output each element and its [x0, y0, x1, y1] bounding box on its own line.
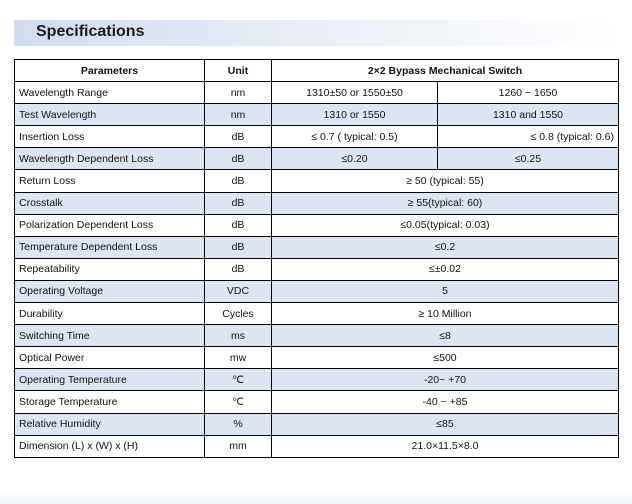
heading-bar: [14, 20, 618, 46]
table-row: [15, 104, 619, 126]
row-unit: VDC: [205, 280, 272, 302]
row-unit: Cycles: [205, 303, 272, 325]
row-param: Optical Power: [15, 347, 205, 369]
header-parameters: Parameters: [15, 60, 205, 82]
row-unit: dB: [205, 148, 272, 170]
row-unit: nm: [205, 82, 272, 104]
table-row: [15, 236, 619, 258]
row-param: Polarization Dependent Loss: [15, 214, 205, 236]
row-value-2: ≤ 0.8 (typical: 0.6): [438, 126, 619, 148]
row-value: ≥ 10 Million: [272, 303, 619, 325]
row-param: Durability: [15, 303, 205, 325]
row-value-1: 1310±50 or 1550±50: [272, 82, 438, 104]
row-param: Wavelength Range: [15, 82, 205, 104]
table-row: [15, 325, 619, 347]
row-value: ≤0.05(typical: 0.03): [272, 214, 619, 236]
table-row: [15, 347, 619, 369]
row-unit: dB: [205, 170, 272, 192]
row-unit: mw: [205, 347, 272, 369]
row-value-1: 1310 or 1550: [272, 104, 438, 126]
row-value: ≤8: [272, 325, 619, 347]
row-param: Operating Temperature: [15, 369, 205, 391]
table-row: [15, 258, 619, 280]
row-param: Switching Time: [15, 325, 205, 347]
table-row: [15, 82, 619, 104]
header-unit: Unit: [205, 60, 272, 82]
row-value: ≥ 50 (typical: 55): [272, 170, 619, 192]
row-param: Storage Temperature: [15, 391, 205, 413]
spec-table: [14, 59, 619, 458]
table-row: [15, 214, 619, 236]
footer-fade: [0, 492, 632, 504]
table-row: [15, 126, 619, 148]
row-value-1: ≤0.20: [272, 148, 438, 170]
row-param: Relative Humidity: [15, 413, 205, 435]
row-value: ≤0.2: [272, 236, 619, 258]
table-row: [15, 303, 619, 325]
row-value: -40 ~ +85: [272, 391, 619, 413]
row-value: ≤500: [272, 347, 619, 369]
row-unit: dB: [205, 214, 272, 236]
row-param: Temperature Dependent Loss: [15, 236, 205, 258]
table-row: [15, 192, 619, 214]
row-value: ≤85: [272, 413, 619, 435]
row-value-2: 1260 ~ 1650: [438, 82, 619, 104]
row-param: Insertion Loss: [15, 126, 205, 148]
table-row: [15, 148, 619, 170]
row-param: Return Loss: [15, 170, 205, 192]
row-unit: ms: [205, 325, 272, 347]
row-value-1: ≤ 0.7 ( typical: 0.5): [272, 126, 438, 148]
row-unit: ℃: [205, 391, 272, 413]
row-value: ≤±0.02: [272, 258, 619, 280]
row-unit: dB: [205, 126, 272, 148]
table-row: [15, 170, 619, 192]
row-unit: dB: [205, 258, 272, 280]
row-unit: %: [205, 413, 272, 435]
row-unit: dB: [205, 236, 272, 258]
table-row: [15, 435, 619, 457]
table-row: [15, 280, 619, 302]
row-param: Operating Voltage: [15, 280, 205, 302]
row-unit: ℃: [205, 369, 272, 391]
row-param: Wavelength Dependent Loss: [15, 148, 205, 170]
table-header-row: [15, 60, 619, 82]
row-value: -20~ +70: [272, 369, 619, 391]
row-param: Crosstalk: [15, 192, 205, 214]
row-unit: mm: [205, 435, 272, 457]
row-unit: nm: [205, 104, 272, 126]
row-param: Test Wavelength: [15, 104, 205, 126]
row-unit: dB: [205, 192, 272, 214]
row-value: 21.0×11.5×8.0: [272, 435, 619, 457]
row-value: ≥ 55(typical: 60): [272, 192, 619, 214]
header-switch: 2×2 Bypass Mechanical Switch: [272, 60, 619, 82]
table-row: [15, 369, 619, 391]
table-row: [15, 413, 619, 435]
table-row: [15, 391, 619, 413]
row-param: Repeatability: [15, 258, 205, 280]
row-param: Dimension (L) x (W) x (H): [15, 435, 205, 457]
row-value-2: 1310 and 1550: [438, 104, 619, 126]
row-value-2: ≤0.25: [438, 148, 619, 170]
row-value: 5: [272, 280, 619, 302]
page-title: Specifications: [36, 23, 145, 40]
